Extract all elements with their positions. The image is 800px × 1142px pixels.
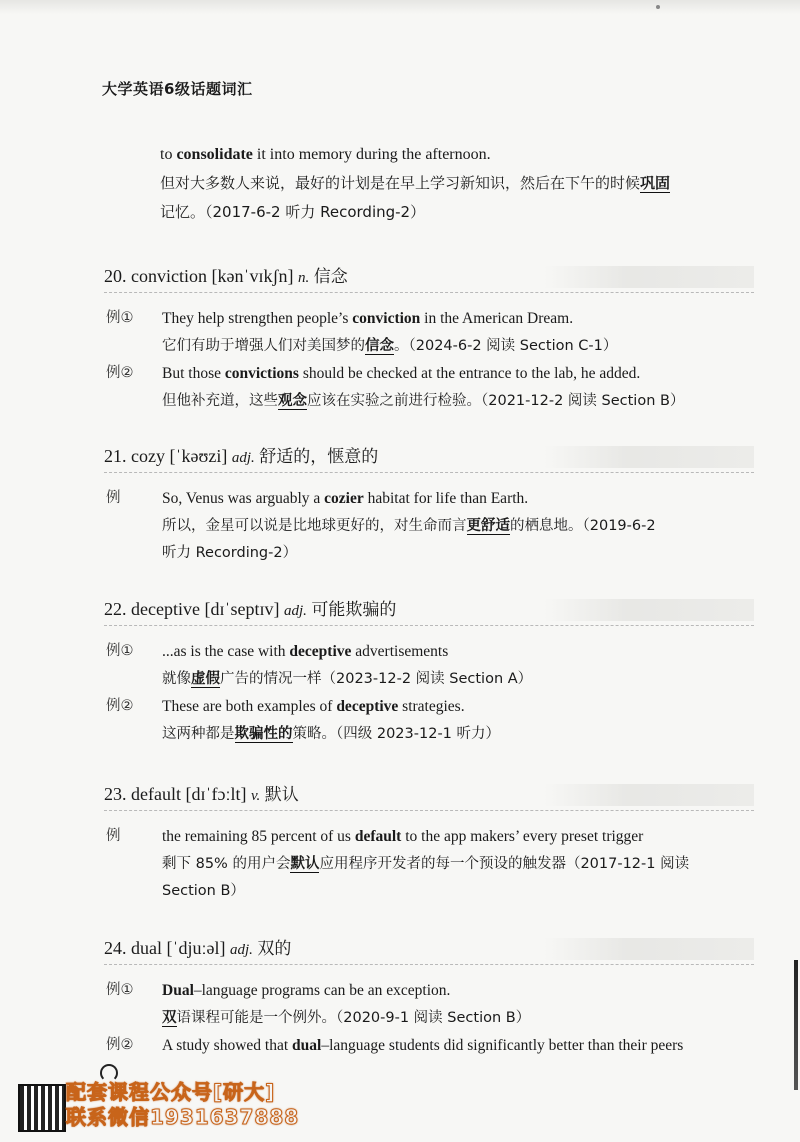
page-edge-mark (794, 960, 798, 1090)
example-body (162, 977, 754, 1032)
vocab-entry (104, 932, 754, 1060)
continued-example (160, 140, 760, 227)
watermark-line-1: 配套课程公众号[研大] (66, 1080, 276, 1104)
example-body (162, 638, 754, 693)
continued-en-line: to consolidate it into memory during the afternoon. (160, 146, 491, 163)
keyword: deceptive (336, 698, 399, 715)
example-zh: 所以，金星可以说是比地球更好的，对生命而言更舒适的栖息地。（2019-6-2 (162, 517, 656, 534)
vocab-entry (104, 440, 754, 568)
example-label: 例 (106, 490, 121, 506)
continued-zh-source: 记忆。（2017-6-2 听力 Recording-2） (160, 203, 426, 221)
keyword: default (354, 828, 402, 845)
example-body (162, 1032, 754, 1060)
example-zh-cont: Section B） (162, 883, 245, 899)
entry-word: cozy (131, 446, 165, 466)
example-en: These are both examples of deceptive strategies. (162, 698, 465, 715)
entry-meaning: 可能欺骗的 (311, 600, 397, 620)
example (104, 977, 754, 1032)
entry-headword (104, 440, 754, 473)
keyword-translation: 默认 (290, 855, 320, 872)
entry-meaning: 舒适的，惬意的 (259, 447, 379, 467)
entry-ipa: [ˈdjuːəl] (166, 938, 226, 958)
example (104, 485, 754, 568)
keyword-translation: 虚假 (191, 670, 220, 687)
qr-code-icon (18, 1084, 66, 1132)
example-body (162, 305, 754, 360)
book-header-title: 大学英语6级话题词汇 (102, 80, 253, 98)
entry-word: default (131, 784, 181, 804)
keyword-translation: 欺骗性的 (234, 725, 293, 742)
example-zh: 这两种都是欺骗性的策略。（四级 2023-12-1 听力） (162, 725, 501, 742)
continued-zh-line: 但对大多数人来说，最好的计划是在早上学习新知识，然后在下午的时候巩固 (160, 174, 671, 192)
keyword-translation: 信念 (365, 337, 394, 354)
entry-word: deceptive (131, 599, 200, 619)
keyword-translation: 双 (162, 1009, 177, 1026)
keyword: deceptive (289, 643, 352, 660)
keyword: conviction (352, 310, 421, 327)
entry-headword (104, 593, 754, 626)
example-body (162, 823, 754, 906)
entry-pos: adj. (231, 450, 255, 466)
example-body (162, 485, 754, 568)
watermark (66, 1080, 299, 1130)
example-body (162, 360, 754, 415)
example-label: 例② (106, 365, 134, 381)
entry-word: dual (131, 938, 162, 958)
example-label: 例① (106, 310, 134, 326)
watermark-line-2: 联系微信1931637888 (66, 1105, 300, 1129)
entry-headword (104, 778, 754, 811)
example (104, 693, 754, 748)
example (104, 1032, 754, 1060)
example-label: 例② (106, 1037, 134, 1053)
example-en: A study showed that dual–language students did significantly better than their peers (162, 1037, 684, 1054)
entry-meaning: 信念 (313, 267, 348, 287)
entry-number: 24. (104, 938, 127, 958)
keyword: dual (292, 1037, 322, 1054)
entry-number: 23. (104, 784, 127, 804)
example-zh: 就像虚假广告的情况一样（2023-12-2 阅读 Section A） (162, 670, 533, 687)
example (104, 638, 754, 693)
example-label: 例① (106, 982, 134, 998)
entry-headword (104, 932, 754, 965)
example-en: But those convictions should be checked at the entrance to the lab, he added. (162, 365, 641, 382)
keyword-translation: 更舒适 (466, 517, 510, 534)
example-zh: 它们有助于增强人们对美国梦的信念。（2024-6-2 阅读 Section C-1） (162, 337, 618, 354)
vocab-entry (104, 260, 754, 415)
entry-pos: v. (250, 788, 261, 804)
example-label: 例② (106, 698, 134, 714)
entry-meaning: 默认 (264, 785, 299, 805)
entry-ipa: [dɪˈseptɪv] (204, 599, 280, 619)
example-zh: 但他补充道，这些观念应该在实验之前进行检验。（2021-12-2 阅读 Section B） (162, 392, 685, 409)
example (104, 823, 754, 906)
entry-headword (104, 260, 754, 293)
example-en: the remaining 85 percent of us default to the app makers’ every preset trigger (162, 828, 644, 845)
keyword: cozier (324, 490, 364, 507)
example-zh: 双语课程可能是一个例外。（2020-9-1 阅读 Section B） (162, 1009, 531, 1026)
keyword-translation: 巩固 (640, 174, 671, 192)
entry-pos: adj. (283, 603, 307, 619)
keyword: Dual (162, 982, 194, 999)
example-zh-cont: 听力 Recording-2） (162, 545, 298, 561)
example-en: ...as is the case with deceptive advertisements (162, 643, 449, 660)
example-en: So, Venus was arguably a cozier habitat for life than Earth. (162, 490, 529, 507)
keyword-translation: 观念 (278, 392, 307, 409)
scan-edge-shadow (0, 0, 800, 14)
vocab-entry (104, 593, 754, 748)
entry-number: 20. (104, 266, 127, 286)
example-zh: 剩下 85% 的用户会默认应用程序开发者的每一个预设的触发器（2017-12-1 阅读 (162, 855, 690, 872)
keyword: consolidate (176, 146, 253, 163)
entry-word: conviction (131, 266, 207, 286)
entry-pos: adj. (229, 942, 253, 958)
entry-ipa: [dɪˈfɔːlt] (185, 784, 247, 804)
keyword: convictions (224, 365, 299, 382)
example-label: 例① (106, 643, 134, 659)
scan-speck (656, 5, 660, 9)
example-en: They help strengthen people’s conviction in the American Dream. (162, 310, 574, 327)
entry-ipa: [ˈkəʊzi] (169, 446, 228, 466)
entry-ipa: [kənˈvɪkʃn] (211, 266, 294, 286)
entry-meaning: 双的 (257, 939, 292, 959)
vocab-entry (104, 778, 754, 906)
example-label: 例 (106, 828, 121, 844)
example (104, 360, 754, 415)
entry-pos: n. (297, 270, 310, 286)
example-en: Dual–language programs can be an exception. (162, 982, 451, 999)
entry-number: 22. (104, 599, 127, 619)
entry-number: 21. (104, 446, 127, 466)
example-body (162, 693, 754, 748)
example (104, 305, 754, 360)
